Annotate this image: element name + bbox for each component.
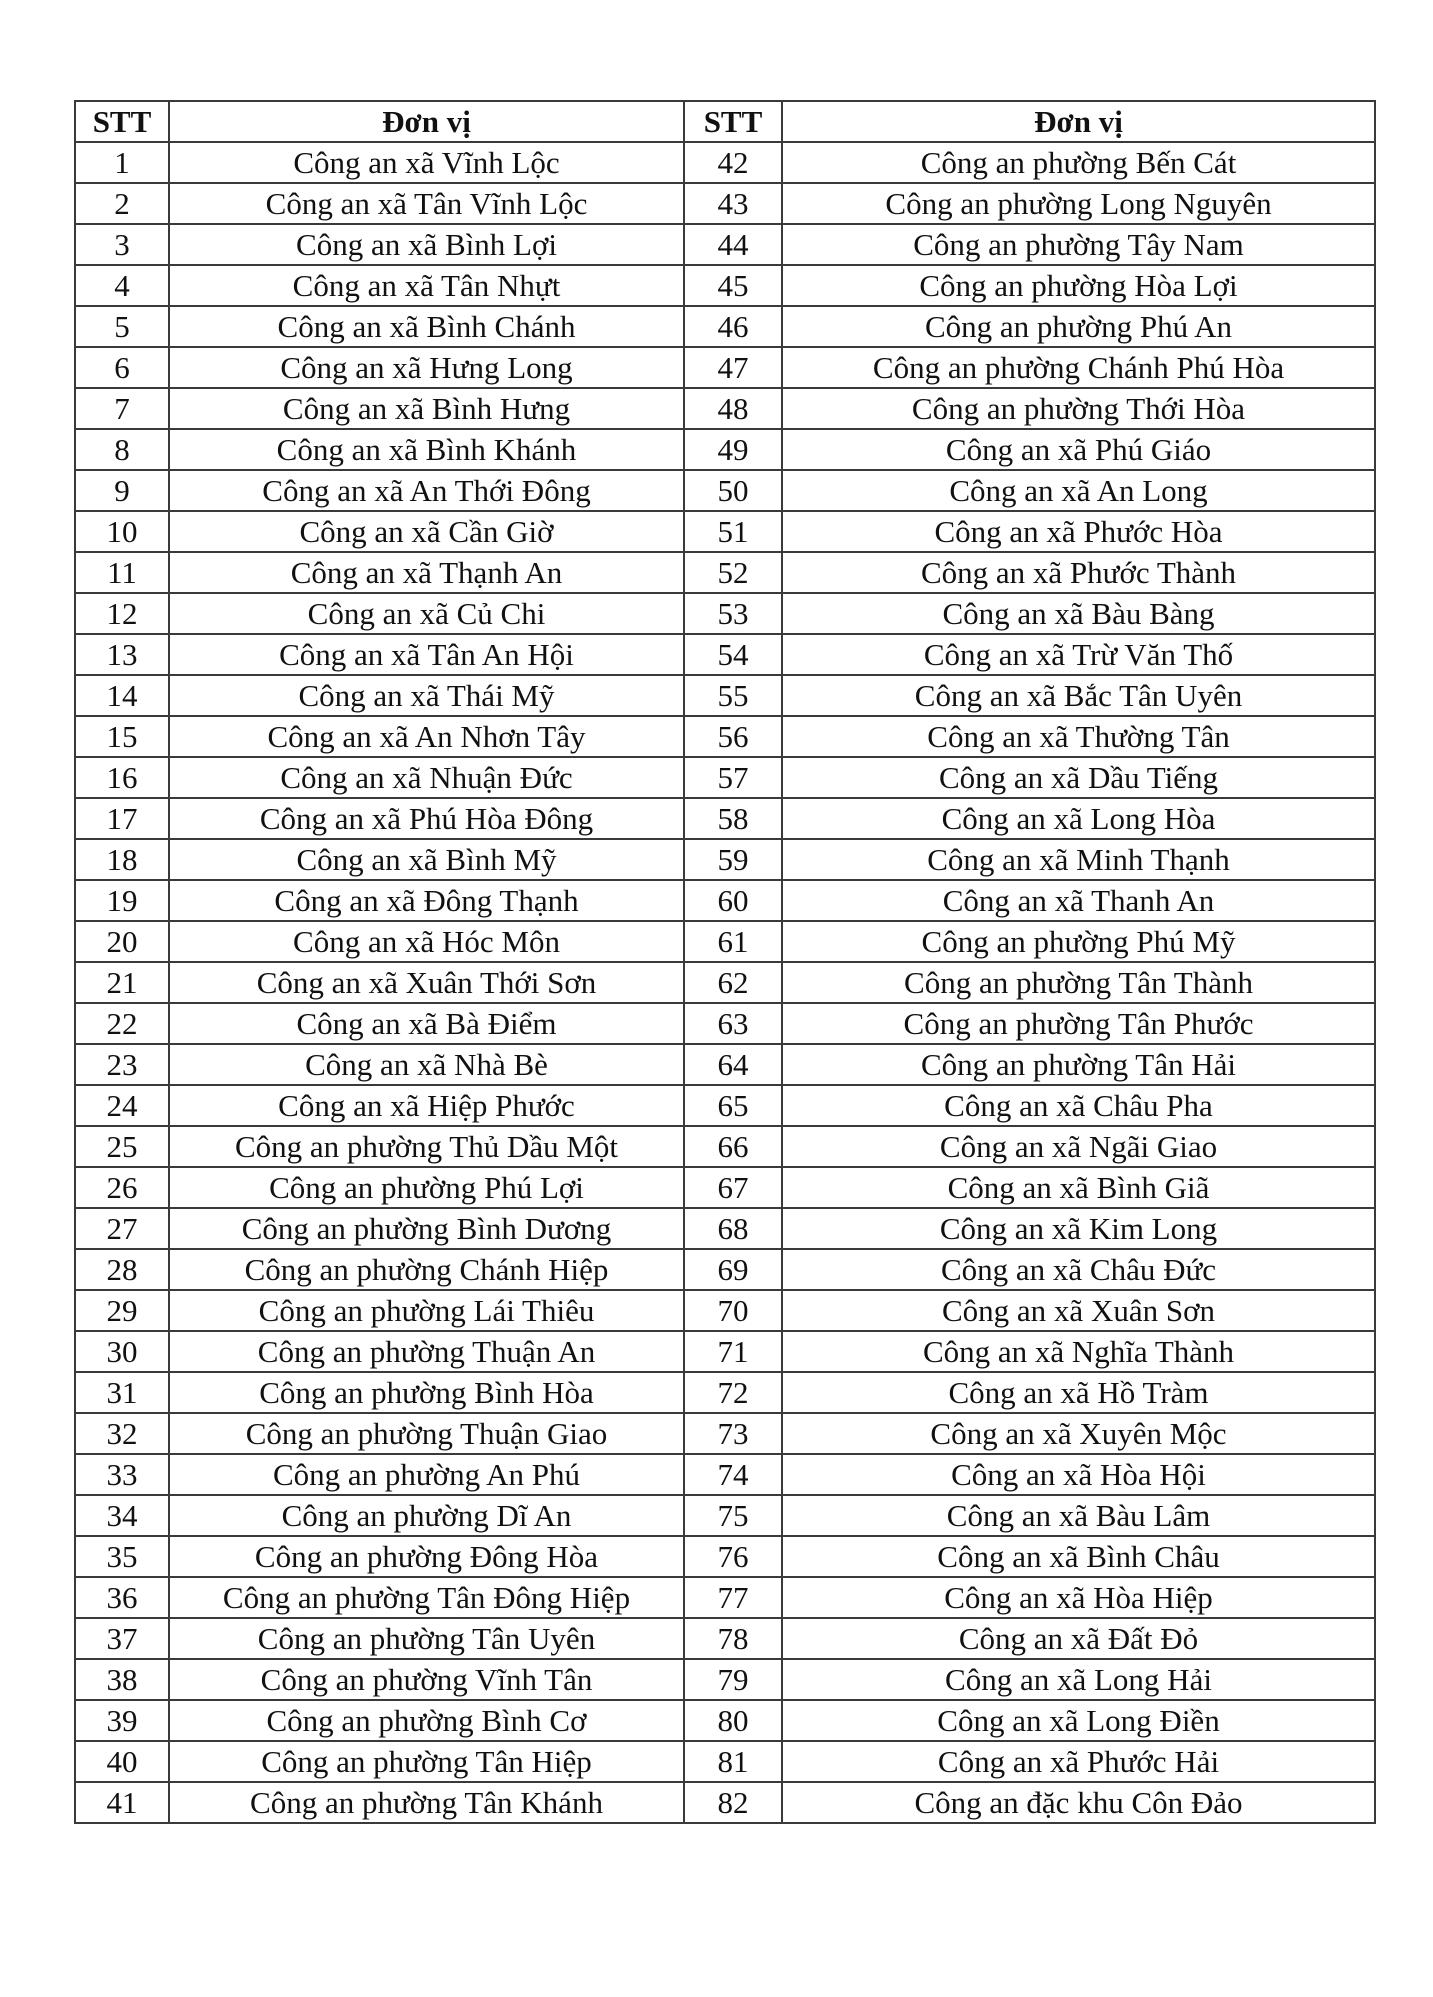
unit-name-cell: Công an xã Bình Mỹ <box>169 839 684 880</box>
table-row <box>75 1536 1375 1577</box>
unit-name-cell: Công an xã Thạnh An <box>169 552 684 593</box>
stt-cell: 5 <box>75 306 169 347</box>
table-row <box>75 962 1375 1003</box>
table-row <box>75 839 1375 880</box>
stt-cell: 54 <box>684 634 782 675</box>
unit-name-cell: Công an phường Thủ Dầu Một <box>169 1126 684 1167</box>
unit-name-cell: Công an phường Bình Dương <box>169 1208 684 1249</box>
unit-name-cell: Công an xã Bà Điểm <box>169 1003 684 1044</box>
stt-cell: 13 <box>75 634 169 675</box>
unit-name-cell: Công an xã Long Hải <box>782 1659 1375 1700</box>
unit-name-cell: Công an xã Bình Giã <box>782 1167 1375 1208</box>
stt-cell: 11 <box>75 552 169 593</box>
stt-cell: 65 <box>684 1085 782 1126</box>
table-row <box>75 1249 1375 1290</box>
stt-cell: 81 <box>684 1741 782 1782</box>
stt-cell: 56 <box>684 716 782 757</box>
stt-cell: 42 <box>684 142 782 183</box>
stt-cell: 63 <box>684 1003 782 1044</box>
unit-name-cell: Công an xã Bàu Lâm <box>782 1495 1375 1536</box>
stt-cell: 17 <box>75 798 169 839</box>
unit-name-cell: Công an xã Bàu Bàng <box>782 593 1375 634</box>
stt-cell: 18 <box>75 839 169 880</box>
table-row <box>75 224 1375 265</box>
stt-cell: 72 <box>684 1372 782 1413</box>
table-row <box>75 1208 1375 1249</box>
table-row <box>75 634 1375 675</box>
unit-name-cell: Công an xã Long Hòa <box>782 798 1375 839</box>
unit-name-cell: Công an xã Long Điền <box>782 1700 1375 1741</box>
stt-cell: 76 <box>684 1536 782 1577</box>
table-row <box>75 798 1375 839</box>
unit-name-cell: Công an xã Tân Nhựt <box>169 265 684 306</box>
table-row <box>75 1290 1375 1331</box>
unit-name-cell: Công an phường Tân Uyên <box>169 1618 684 1659</box>
unit-name-cell: Công an phường Tân Thành <box>782 962 1375 1003</box>
stt-cell: 73 <box>684 1413 782 1454</box>
stt-cell: 1 <box>75 142 169 183</box>
stt-cell: 28 <box>75 1249 169 1290</box>
unit-name-cell: Công an xã Đông Thạnh <box>169 880 684 921</box>
table-header-row <box>75 101 1375 142</box>
unit-name-cell: Công an phường Chánh Phú Hòa <box>782 347 1375 388</box>
unit-name-cell: Công an phường Đông Hòa <box>169 1536 684 1577</box>
stt-cell: 52 <box>684 552 782 593</box>
stt-cell: 3 <box>75 224 169 265</box>
stt-cell: 35 <box>75 1536 169 1577</box>
stt-cell: 10 <box>75 511 169 552</box>
unit-name-cell: Công an phường Tân Hải <box>782 1044 1375 1085</box>
unit-name-cell: Công an xã Kim Long <box>782 1208 1375 1249</box>
table-row <box>75 880 1375 921</box>
stt-cell: 34 <box>75 1495 169 1536</box>
unit-name-cell: Công an xã Nghĩa Thành <box>782 1331 1375 1372</box>
table-row <box>75 757 1375 798</box>
unit-name-cell: Công an xã Xuyên Mộc <box>782 1413 1375 1454</box>
table-row <box>75 1126 1375 1167</box>
stt-cell: 66 <box>684 1126 782 1167</box>
unit-name-cell: Công an phường Tây Nam <box>782 224 1375 265</box>
stt-cell: 71 <box>684 1331 782 1372</box>
unit-name-cell: Công an phường Phú Lợi <box>169 1167 684 1208</box>
stt-cell: 49 <box>684 429 782 470</box>
stt-cell: 77 <box>684 1577 782 1618</box>
unit-name-cell: Công an xã An Thới Đông <box>169 470 684 511</box>
stt-cell: 80 <box>684 1700 782 1741</box>
table-row <box>75 1741 1375 1782</box>
table-row <box>75 1167 1375 1208</box>
document-page <box>74 100 1374 1824</box>
stt-cell: 27 <box>75 1208 169 1249</box>
unit-name-cell: Công an phường Bình Hòa <box>169 1372 684 1413</box>
unit-name-cell: Công an phường Thuận An <box>169 1331 684 1372</box>
unit-name-cell: Công an xã Phước Thành <box>782 552 1375 593</box>
unit-name-cell: Công an xã Nhuận Đức <box>169 757 684 798</box>
table-row <box>75 1700 1375 1741</box>
unit-name-cell: Công an xã Cần Giờ <box>169 511 684 552</box>
stt-cell: 6 <box>75 347 169 388</box>
stt-cell: 36 <box>75 1577 169 1618</box>
stt-cell: 50 <box>684 470 782 511</box>
unit-name-cell: Công an phường Chánh Hiệp <box>169 1249 684 1290</box>
stt-cell: 47 <box>684 347 782 388</box>
table-row <box>75 1085 1375 1126</box>
unit-name-cell: Công an phường Bình Cơ <box>169 1700 684 1741</box>
table-row <box>75 1618 1375 1659</box>
stt-cell: 58 <box>684 798 782 839</box>
stt-cell: 64 <box>684 1044 782 1085</box>
stt-cell: 43 <box>684 183 782 224</box>
unit-name-cell: Công an xã Bình Hưng <box>169 388 684 429</box>
table-row <box>75 593 1375 634</box>
unit-name-cell: Công an xã Phước Hải <box>782 1741 1375 1782</box>
stt-cell: 62 <box>684 962 782 1003</box>
unit-name-cell: Công an xã Trừ Văn Thố <box>782 634 1375 675</box>
unit-name-cell: Công an xã Bình Châu <box>782 1536 1375 1577</box>
units-table <box>74 100 1376 1824</box>
stt-cell: 24 <box>75 1085 169 1126</box>
unit-name-cell: Công an xã Xuân Sơn <box>782 1290 1375 1331</box>
unit-name-cell: Công an xã Dầu Tiếng <box>782 757 1375 798</box>
unit-name-cell: Công an phường An Phú <box>169 1454 684 1495</box>
stt-cell: 25 <box>75 1126 169 1167</box>
unit-name-cell: Công an xã Thanh An <box>782 880 1375 921</box>
unit-name-cell: Công an xã Châu Pha <box>782 1085 1375 1126</box>
table-row <box>75 511 1375 552</box>
table-row <box>75 552 1375 593</box>
stt-cell: 26 <box>75 1167 169 1208</box>
table-row <box>75 388 1375 429</box>
stt-cell: 9 <box>75 470 169 511</box>
unit-name-cell: Công an xã Tân Vĩnh Lộc <box>169 183 684 224</box>
unit-name-cell: Công an phường Bến Cát <box>782 142 1375 183</box>
table-row <box>75 306 1375 347</box>
table-body <box>75 142 1375 1823</box>
stt-cell: 19 <box>75 880 169 921</box>
stt-cell: 33 <box>75 1454 169 1495</box>
stt-cell: 75 <box>684 1495 782 1536</box>
table-row <box>75 1044 1375 1085</box>
table-row <box>75 1577 1375 1618</box>
stt-cell: 70 <box>684 1290 782 1331</box>
stt-cell: 2 <box>75 183 169 224</box>
unit-name-cell: Công an xã Ngãi Giao <box>782 1126 1375 1167</box>
stt-cell: 78 <box>684 1618 782 1659</box>
unit-name-cell: Công an phường Tân Phước <box>782 1003 1375 1044</box>
stt-cell: 32 <box>75 1413 169 1454</box>
table-row <box>75 1372 1375 1413</box>
table-row <box>75 1782 1375 1823</box>
stt-cell: 74 <box>684 1454 782 1495</box>
table-row <box>75 716 1375 757</box>
unit-name-cell: Công an phường Dĩ An <box>169 1495 684 1536</box>
stt-cell: 79 <box>684 1659 782 1700</box>
unit-name-cell: Công an phường Tân Khánh <box>169 1782 684 1823</box>
unit-name-cell: Công an xã Bình Chánh <box>169 306 684 347</box>
unit-name-cell: Công an xã Vĩnh Lộc <box>169 142 684 183</box>
header-stt-right: STT <box>684 101 782 142</box>
stt-cell: 48 <box>684 388 782 429</box>
unit-name-cell: Công an xã Hóc Môn <box>169 921 684 962</box>
stt-cell: 45 <box>684 265 782 306</box>
header-stt-left: STT <box>75 101 169 142</box>
stt-cell: 16 <box>75 757 169 798</box>
unit-name-cell: Công an xã Thái Mỹ <box>169 675 684 716</box>
stt-cell: 55 <box>684 675 782 716</box>
stt-cell: 40 <box>75 1741 169 1782</box>
table-row <box>75 675 1375 716</box>
table-row <box>75 1495 1375 1536</box>
unit-name-cell: Công an xã Bắc Tân Uyên <box>782 675 1375 716</box>
unit-name-cell: Công an phường Tân Hiệp <box>169 1741 684 1782</box>
unit-name-cell: Công an phường Thuận Giao <box>169 1413 684 1454</box>
unit-name-cell: Công an phường Vĩnh Tân <box>169 1659 684 1700</box>
unit-name-cell: Công an xã Hưng Long <box>169 347 684 388</box>
table-row <box>75 470 1375 511</box>
header-unit-left: Đơn vị <box>169 101 684 142</box>
unit-name-cell: Công an xã Phú Hòa Đông <box>169 798 684 839</box>
stt-cell: 57 <box>684 757 782 798</box>
stt-cell: 46 <box>684 306 782 347</box>
unit-name-cell: Công an phường Thới Hòa <box>782 388 1375 429</box>
unit-name-cell: Công an phường Tân Đông Hiệp <box>169 1577 684 1618</box>
stt-cell: 23 <box>75 1044 169 1085</box>
header-unit-right: Đơn vị <box>782 101 1375 142</box>
unit-name-cell: Công an xã Đất Đỏ <box>782 1618 1375 1659</box>
unit-name-cell: Công an đặc khu Côn Đảo <box>782 1782 1375 1823</box>
stt-cell: 31 <box>75 1372 169 1413</box>
stt-cell: 39 <box>75 1700 169 1741</box>
stt-cell: 29 <box>75 1290 169 1331</box>
stt-cell: 44 <box>684 224 782 265</box>
stt-cell: 61 <box>684 921 782 962</box>
stt-cell: 68 <box>684 1208 782 1249</box>
unit-name-cell: Công an phường Phú An <box>782 306 1375 347</box>
unit-name-cell: Công an xã Xuân Thới Sơn <box>169 962 684 1003</box>
table-row <box>75 1331 1375 1372</box>
unit-name-cell: Công an xã Phước Hòa <box>782 511 1375 552</box>
unit-name-cell: Công an xã An Long <box>782 470 1375 511</box>
unit-name-cell: Công an xã Minh Thạnh <box>782 839 1375 880</box>
stt-cell: 8 <box>75 429 169 470</box>
table-row <box>75 1413 1375 1454</box>
unit-name-cell: Công an xã Phú Giáo <box>782 429 1375 470</box>
stt-cell: 37 <box>75 1618 169 1659</box>
table-row <box>75 183 1375 224</box>
unit-name-cell: Công an phường Lái Thiêu <box>169 1290 684 1331</box>
stt-cell: 67 <box>684 1167 782 1208</box>
stt-cell: 4 <box>75 265 169 306</box>
unit-name-cell: Công an xã Hòa Hội <box>782 1454 1375 1495</box>
stt-cell: 53 <box>684 593 782 634</box>
table-row <box>75 921 1375 962</box>
unit-name-cell: Công an phường Long Nguyên <box>782 183 1375 224</box>
stt-cell: 82 <box>684 1782 782 1823</box>
stt-cell: 7 <box>75 388 169 429</box>
unit-name-cell: Công an xã Tân An Hội <box>169 634 684 675</box>
unit-name-cell: Công an xã Hòa Hiệp <box>782 1577 1375 1618</box>
stt-cell: 51 <box>684 511 782 552</box>
stt-cell: 12 <box>75 593 169 634</box>
table-row <box>75 347 1375 388</box>
unit-name-cell: Công an xã Thường Tân <box>782 716 1375 757</box>
table-row <box>75 1003 1375 1044</box>
unit-name-cell: Công an phường Phú Mỹ <box>782 921 1375 962</box>
table-row <box>75 1454 1375 1495</box>
stt-cell: 14 <box>75 675 169 716</box>
stt-cell: 20 <box>75 921 169 962</box>
unit-name-cell: Công an xã Hiệp Phước <box>169 1085 684 1126</box>
stt-cell: 59 <box>684 839 782 880</box>
unit-name-cell: Công an xã Hồ Tràm <box>782 1372 1375 1413</box>
unit-name-cell: Công an xã Nhà Bè <box>169 1044 684 1085</box>
stt-cell: 22 <box>75 1003 169 1044</box>
stt-cell: 15 <box>75 716 169 757</box>
unit-name-cell: Công an xã Bình Lợi <box>169 224 684 265</box>
unit-name-cell: Công an xã Củ Chi <box>169 593 684 634</box>
stt-cell: 21 <box>75 962 169 1003</box>
unit-name-cell: Công an xã Bình Khánh <box>169 429 684 470</box>
stt-cell: 60 <box>684 880 782 921</box>
unit-name-cell: Công an xã An Nhơn Tây <box>169 716 684 757</box>
table-row <box>75 265 1375 306</box>
stt-cell: 41 <box>75 1782 169 1823</box>
table-row <box>75 1659 1375 1700</box>
stt-cell: 69 <box>684 1249 782 1290</box>
table-row <box>75 429 1375 470</box>
table-row <box>75 142 1375 183</box>
unit-name-cell: Công an xã Châu Đức <box>782 1249 1375 1290</box>
stt-cell: 30 <box>75 1331 169 1372</box>
stt-cell: 38 <box>75 1659 169 1700</box>
unit-name-cell: Công an phường Hòa Lợi <box>782 265 1375 306</box>
